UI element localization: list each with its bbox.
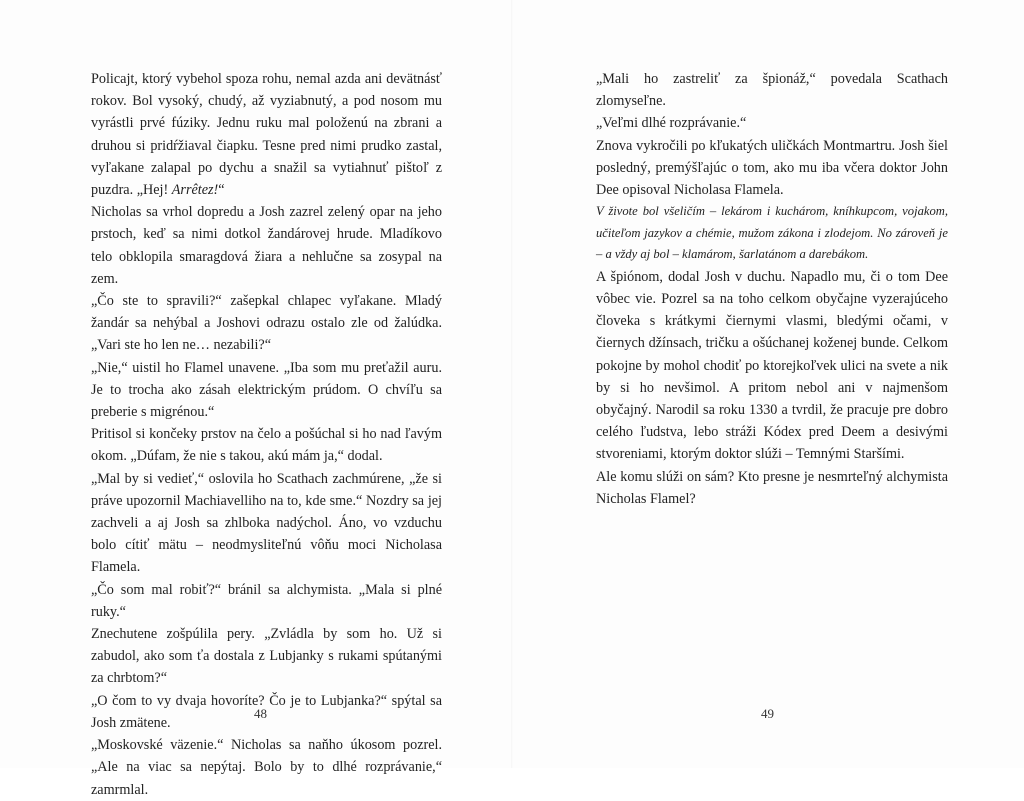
- paragraph: „Mal by si vedieť,“ oslovila ho Scathach zachmúrene, „že si práve upozornil Machiavelliho na to, kde sme.“ Nozdry sa jej zachveli a aj Josh sa zhlboka nadýchol. Áno, vo vzduchu bolo cítiť mätu – neodmysliteľnú vôňu moci Nicholasa Flamela.: [91, 470, 442, 576]
- paragraph: „Mali ho zastreliť za špionáž,“ povedala Scathach zlomyseľne.: [596, 71, 948, 110]
- paragraph: „Moskovské väzenie.“ Nicholas sa naňho úkosom pozrel. „Ale na viac sa nepýtaj. Bolo by to dlhé rozprávanie,“ zamrmlal.: [91, 737, 442, 798]
- paragraph: „O čom to vy dvaja hovoríte? Čo je to Lubjanka?“ spýtal sa Josh zmätene.: [91, 692, 442, 731]
- paragraph: Znova vykročili po kľukatých uličkách Montmartru. Josh šiel posledný, premýšľajúc o tom, ako mu iba včera doktor John Dee opisoval Nicholasa Flamela.: [596, 137, 948, 199]
- paragraph-text: Policajt, ktorý vybehol spoza rohu, nemal azda ani devätnásť rokov. Bol vysoký, chudý, až vyziabnutý, a pod nosom mu vyrástli prvé fúziky. Jednu ruku mal položenú na zbrani a druhou si pridŕžiaval čiapku. Tesne pred nimi prudko zastal, vyľakane zalapal po dychu a snažil sa vytiahnuť pištoľ z puzdra. „Hej!: [91, 71, 442, 199]
- italic-phrase: Arrêtez!: [171, 182, 219, 199]
- italic-quote-paragraph: V živote bol všeličím – lekárom i kuchárom, kníhkupcom, vojakom, učiteľom jazykov a chémie, mužom zákona i zlodejom. No zároveň je – a vždy aj bol – klamárom, šarlatánom a darebákom.: [596, 204, 948, 262]
- paragraph: „Čo som mal robiť?“ bránil sa alchymista. „Mala si plné ruky.“: [91, 581, 442, 620]
- paragraph: „Čo ste to spravili?“ zašepkal chlapec vyľakane. Mladý žandár sa nehýbal a Joshovi odrazu ostalo zle od žalúdka. „Vari ste ho len ne… nezabili?“: [91, 293, 442, 354]
- paragraph: A špiónom, dodal Josh v duchu. Napadlo mu, či o tom Dee vôbec vie. Pozrel sa na toho celkom obyčajne vyzerajúceho človeka s krátkymi čiernymi vlasmi, bledými očami, v čiernych džínsach, tričku a ošúchanej koženej bunde. Celkom pokojne by mohol chodiť po ktorejkoľvek ulici na svete a nik by si ho nevšimol. A pritom nebol ani v najmenšom obyčajný. Narodil sa roku 1330 a tvrdil, že pracuje pre dobro celého ľudstva, lebo stráži Kódex pred Deem a desivými stvoreniami, ktorým doktor slúži – Temnými Staršími.: [596, 268, 948, 463]
- paragraph: Ale komu slúži on sám? Kto presne je nesmrteľný alchymista Nicholas Flamel?: [596, 468, 948, 507]
- page-number-left: 48: [254, 706, 267, 721]
- paragraph: [91, 68, 442, 201]
- paragraph: Pritisol si končeky prstov na čelo a pošúchal si ho nad ľavým okom. „Dúfam, že nie s takou, akú mám ja,“ dodal.: [91, 426, 442, 465]
- left-page: [91, 68, 442, 801]
- paragraph: Znechutene zošpúlila pery. „Zvládla by som ho. Už si zabudol, ako som ťa dostala z Lubjanky s rukami spútanými za chrbtom?“: [91, 626, 442, 687]
- paragraph: „Veľmi dlhé rozprávanie.“: [596, 115, 747, 132]
- closing-quote: “: [218, 182, 225, 199]
- right-page: [596, 68, 948, 510]
- paragraph: „Nie,“ uistil ho Flamel unavene. „Iba som mu preťažil auru. Je to trocha ako zásah elektrickým prúdom. O chvíľu sa preberie s migrénou.“: [91, 359, 442, 421]
- page-number-right: 49: [761, 706, 774, 721]
- book-spine: [511, 0, 513, 768]
- paragraph: Nicholas sa vrhol dopredu a Josh zazrel zelený opar na jeho prstoch, keď sa nimi dotkol žandárovej hrude. Mladíkovo telo obklopila smaragdová žiara a nehlučne sa zosypal na zem.: [91, 204, 442, 287]
